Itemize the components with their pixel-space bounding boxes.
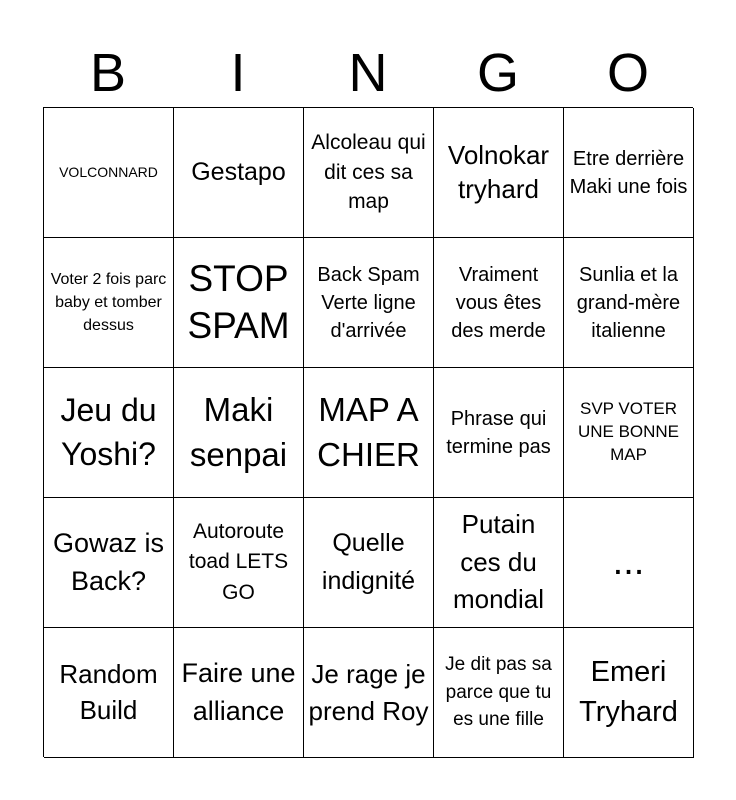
cell-text: SVP VOTER UNE BONNE MAP	[577, 399, 680, 464]
cell-text: ...	[612, 540, 645, 583]
bingo-cell-r1-c1[interactable]	[44, 108, 174, 238]
cell-text: Volnokar tryhard	[447, 139, 550, 204]
cell-text: Je dit pas sa parce que tu es une fille	[445, 654, 552, 731]
bingo-cell-r2-c4[interactable]	[434, 238, 564, 368]
bingo-cell-r4-c3[interactable]	[304, 498, 434, 628]
bingo-cell-r3-c1[interactable]	[44, 368, 174, 498]
bingo-cell-r3-c2[interactable]	[174, 368, 304, 498]
bingo-header	[43, 40, 693, 106]
bingo-cell-r3-c3[interactable]	[304, 368, 434, 498]
cell-text: Gestapo	[191, 158, 286, 187]
cell-text: Vraiment vous êtes des merde	[451, 263, 546, 342]
bingo-cell-r2-c5[interactable]	[564, 238, 694, 368]
cell-text: Sunlia et la grand-mère italienne	[576, 263, 681, 342]
header-letter-n: N	[348, 43, 388, 103]
bingo-cell-r5-c2[interactable]	[174, 628, 304, 758]
bingo-cell-r4-c2[interactable]	[174, 498, 304, 628]
cell-text: STOP SPAM	[187, 258, 290, 346]
cell-text: Autoroute toad LETS GO	[188, 519, 289, 604]
bingo-cell-r1-c4[interactable]	[434, 108, 564, 238]
cell-text: Alcoleau qui dit ces sa map	[311, 131, 426, 214]
header-letter-b: B	[89, 43, 127, 103]
cell-text: Etre derrière Maki une fois	[569, 147, 688, 198]
bingo-card-grid	[43, 107, 693, 757]
bingo-cell-r3-c5[interactable]	[564, 368, 694, 498]
cell-text: Faire une alliance	[181, 657, 296, 726]
bingo-cell-r4-c1[interactable]	[44, 498, 174, 628]
cell-text: Quelle indignité	[321, 529, 416, 595]
bingo-cell-r5-c1[interactable]	[44, 628, 174, 758]
bingo-cell-r4-c5[interactable]	[564, 498, 694, 628]
bingo-cell-r5-c4[interactable]	[434, 628, 564, 758]
cell-text: MAP A CHIER	[317, 390, 420, 473]
cell-text: Back Spam Verte ligne d'arrivée	[317, 263, 420, 342]
bingo-cell-r3-c4[interactable]	[434, 368, 564, 498]
cell-text: Jeu du Yoshi?	[60, 392, 157, 472]
cell-text: Emeri Tryhard	[579, 656, 678, 728]
bingo-cell-r1-c2[interactable]	[174, 108, 304, 238]
bingo-cell-r5-c5[interactable]	[564, 628, 694, 758]
bingo-cell-r1-c3[interactable]	[304, 108, 434, 238]
header-letter-g: G	[476, 43, 519, 103]
header-letter-o: O	[606, 43, 649, 103]
cell-text: Voter 2 fois parc baby et tomber dessus	[50, 270, 167, 335]
cell-text: Je rage je prend Roy	[308, 659, 429, 726]
cell-text: Putain ces du mondial	[452, 508, 545, 615]
bingo-cell-r2-c3[interactable]	[304, 238, 434, 368]
bingo-cell-r1-c5[interactable]	[564, 108, 694, 238]
bingo-cell-r2-c1[interactable]	[44, 238, 174, 368]
cell-text: Random Build	[59, 659, 158, 725]
cell-text: Gowaz is Back?	[52, 527, 165, 596]
header-letter-i: I	[230, 43, 246, 103]
cell-text: Phrase qui termine pas	[446, 407, 551, 458]
bingo-cell-r4-c4[interactable]	[434, 498, 564, 628]
cell-text: VOLCONNARD	[59, 164, 158, 181]
cell-text: Maki senpai	[189, 390, 288, 473]
bingo-cell-r2-c2[interactable]	[174, 238, 304, 368]
bingo-cell-r5-c3[interactable]	[304, 628, 434, 758]
